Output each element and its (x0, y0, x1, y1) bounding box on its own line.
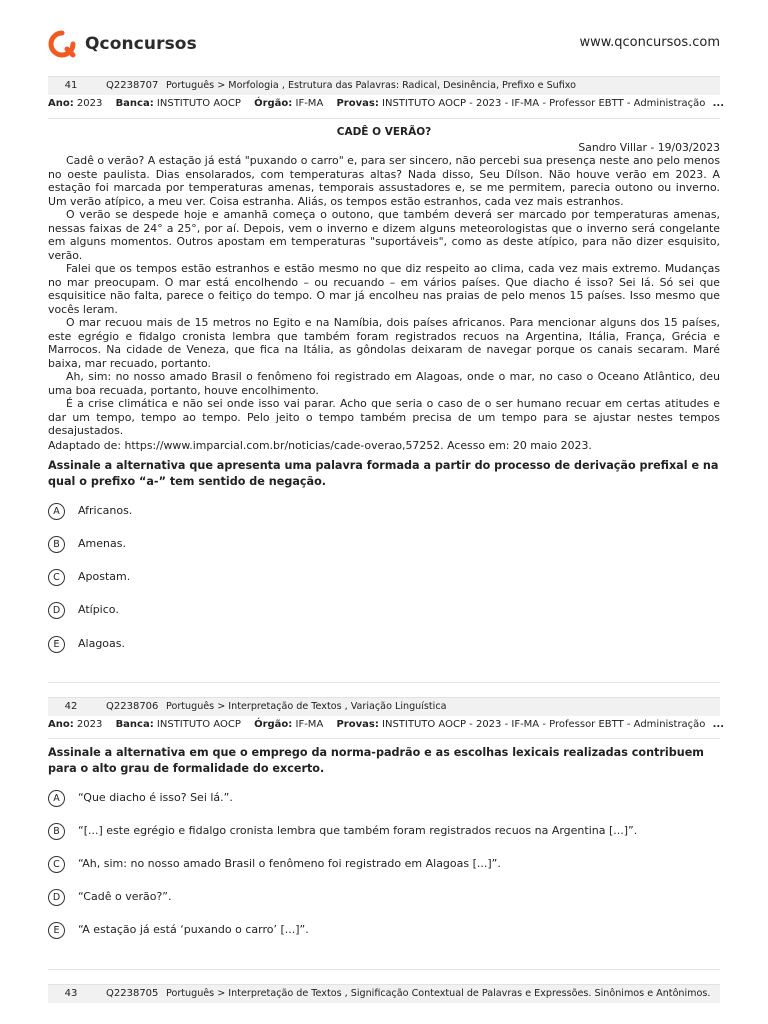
text-title: CADÊ O VERÃO? (336, 126, 432, 138)
meta-more[interactable]: ... (712, 98, 725, 109)
meta-orgao: IF-MA (295, 98, 324, 109)
option-e[interactable] (48, 636, 720, 656)
option-a[interactable] (48, 503, 720, 523)
site-url[interactable]: www.qconcursos.com (579, 35, 720, 50)
meta-banca: INSTITUTO AOCP (156, 719, 241, 730)
option-text: “A estação já está ‘puxando o carro’ [...]”. (78, 923, 309, 936)
divider (48, 118, 720, 119)
option-text: Apostam. (78, 570, 131, 583)
option-text: Amenas. (78, 537, 126, 550)
meta-banca-label: Banca: (115, 719, 154, 730)
question-subject: Português > Morfologia , Estrutura das Palavras: Radical, Desinência, Prefixo e Sufixo (166, 80, 577, 91)
passage-paragraph: O mar recuou mais de 15 metros no Egito e na Namíbia, dois países africanos. Para mencionar alguns dos 15 países, este egrégio e fidalgo cronista lembra que também foram registrados recuos na Argentina, Itália, França, Grécia e Marrocos. Na cidade de Veneza, que fica na Itália, as gôndolas deixaram de navegar porque os canais secaram. Maré baixa, mar recuado, portanto. (48, 316, 720, 370)
divider (48, 969, 720, 970)
divider (48, 738, 720, 739)
question-header-42 (48, 697, 720, 716)
option-text: Africanos. (78, 504, 133, 517)
qconcursos-logo[interactable] (48, 30, 197, 58)
option-letter[interactable]: A (48, 503, 65, 520)
option-c[interactable] (48, 569, 720, 589)
meta-orgao-label: Órgão: (254, 98, 293, 109)
option-text: Atípico. (78, 603, 119, 616)
option-text: “Cadê o verão?”. (78, 890, 172, 903)
question-subject: Português > Interpretação de Textos , Significação Contextual de Palavras e Expressões. Sinônimos e Antônimos. (166, 988, 711, 999)
option-e[interactable] (48, 922, 720, 942)
question-meta-41 (48, 97, 725, 111)
question-number: 41 (64, 80, 78, 91)
text-byline: Sandro Villar - 19/03/2023 (578, 141, 720, 154)
option-letter[interactable]: D (48, 889, 65, 906)
question-number: 43 (64, 988, 78, 999)
question-stem-41: Assinale a alternativa que apresenta uma palavra formada a partir do processo de derivação prefixal e na qual o prefixo “a-” tem sentido de negação. (48, 459, 719, 488)
question-stem-42: Assinale a alternativa em que o emprego da norma-padrão e as escolhas lexicais realizadas contribuem para o alto grau de formalidade do excerto. (48, 746, 704, 775)
meta-more[interactable]: ... (712, 719, 725, 730)
option-letter[interactable]: E (48, 636, 65, 653)
question-id[interactable]: Q2238706 (106, 701, 159, 712)
meta-banca-label: Banca: (115, 98, 154, 109)
passage-paragraph: É a crise climática e não sei onde isso vai parar. Acho que seria o caso de o ser humano recuar em certas atitudes e dar um tempo, tempo ao tempo. Pelo jeito o tempo também precisa de um tempo para se ajustar nestes tempos desajustados. (48, 397, 720, 437)
question-header-41 (48, 76, 720, 95)
passage-source: Adaptado de: https://www.imparcial.com.br/noticias/cade-overao,57252. Acesso em: 20 maio 2023. (48, 438, 592, 452)
meta-provas: INSTITUTO AOCP - 2023 - IF-MA - Professor EBTT - Administração (382, 98, 706, 109)
qconcursos-logo-icon (48, 30, 76, 58)
option-a[interactable] (48, 790, 720, 810)
question-header-43 (48, 984, 720, 1003)
option-letter[interactable]: C (48, 569, 65, 586)
option-c[interactable] (48, 856, 720, 876)
option-b[interactable] (48, 536, 720, 556)
meta-ano-label: Ano: (48, 98, 74, 109)
question-id[interactable]: Q2238705 (106, 988, 159, 999)
option-text: “Ah, sim: no nosso amado Brasil o fenômeno foi registrado em Alagoas [...]”. (78, 857, 501, 870)
option-b[interactable] (48, 823, 720, 843)
passage-paragraph: Cadê o verão? A estação já está "puxando o carro" e, para ser sincero, não percebi sua presença neste ano pelo menos no oeste paulista. Dias ensolarados, com temperaturas altas? Nada disso, Seu Dílson. Não houve verão em 2023. A estação foi marcada por temperaturas amenas, temporais assustadores e, se me permitem, parecia outono ou inverno. Um verão atípico, a meu ver. Coisa estranha. Aliás, os tempos estão estranhos, cada vez mais estranhos. (48, 154, 720, 208)
passage-paragraph: Falei que os tempos estão estranhos e estão mesmo no que diz respeito ao clima, cada vez mais extremo. Mudanças no mar preocupam. O mar está encolhendo – ou recuando – em vários países. Que diacho é isso? Sei lá. Só sei que esquisitice não falta, parece o feitiço do tempo. O mar já encolheu nas praias de pelo menos 15 países. Isso mesmo que vocês leram. (48, 262, 720, 316)
meta-ano: 2023 (76, 719, 103, 730)
meta-ano: 2023 (76, 98, 103, 109)
meta-orgao-label: Órgão: (254, 719, 293, 730)
meta-provas: INSTITUTO AOCP - 2023 - IF-MA - Professor EBTT - Administração (382, 719, 706, 730)
option-letter[interactable]: C (48, 856, 65, 873)
question-subject: Português > Interpretação de Textos , Variação Linguística (166, 701, 447, 712)
passage-paragraph: Ah, sim: no nosso amado Brasil o fenômeno foi registrado em Alagoas, onde o mar, no caso o Oceano Atlântico, deu uma boa recuada, portanto, houve encolhimento. (48, 370, 720, 397)
divider (48, 682, 720, 683)
passage-paragraph: O verão se despede hoje e amanhã começa o outono, que também deverá ser marcado por temperaturas amenas, nessas faixas de 24° a 25°, por aí. Depois, vem o inverno e dizem alguns meteorologistas que o inverno será congelante em alguns momentos. Outros apostam em temperaturas "suportáveis", como as deste atípico, para não dizer esquisito, verão. (48, 208, 720, 262)
option-letter[interactable]: B (48, 536, 65, 553)
option-text: “[...] este egrégio e fidalgo cronista lembra que também foram registrados recuos na Argentina [...]”. (78, 824, 638, 837)
option-letter[interactable]: E (48, 922, 65, 939)
meta-ano-label: Ano: (48, 719, 74, 730)
question-number: 42 (64, 701, 78, 712)
option-d[interactable] (48, 889, 720, 909)
meta-provas-label: Provas: (336, 719, 379, 730)
logo-text: Qconcursos (85, 34, 197, 54)
meta-banca: INSTITUTO AOCP (156, 98, 241, 109)
option-letter[interactable]: B (48, 823, 65, 840)
option-text: Alagoas. (78, 637, 126, 650)
question-id[interactable]: Q2238707 (106, 80, 159, 91)
option-letter[interactable]: A (48, 790, 65, 807)
meta-orgao: IF-MA (295, 719, 324, 730)
question-meta-42 (48, 718, 725, 732)
option-text: “Que diacho é isso? Sei lá.”. (78, 791, 233, 804)
option-d[interactable] (48, 602, 720, 622)
reading-passage (48, 154, 720, 452)
option-letter[interactable]: D (48, 602, 65, 619)
page-header (0, 0, 768, 70)
meta-provas-label: Provas: (336, 98, 379, 109)
